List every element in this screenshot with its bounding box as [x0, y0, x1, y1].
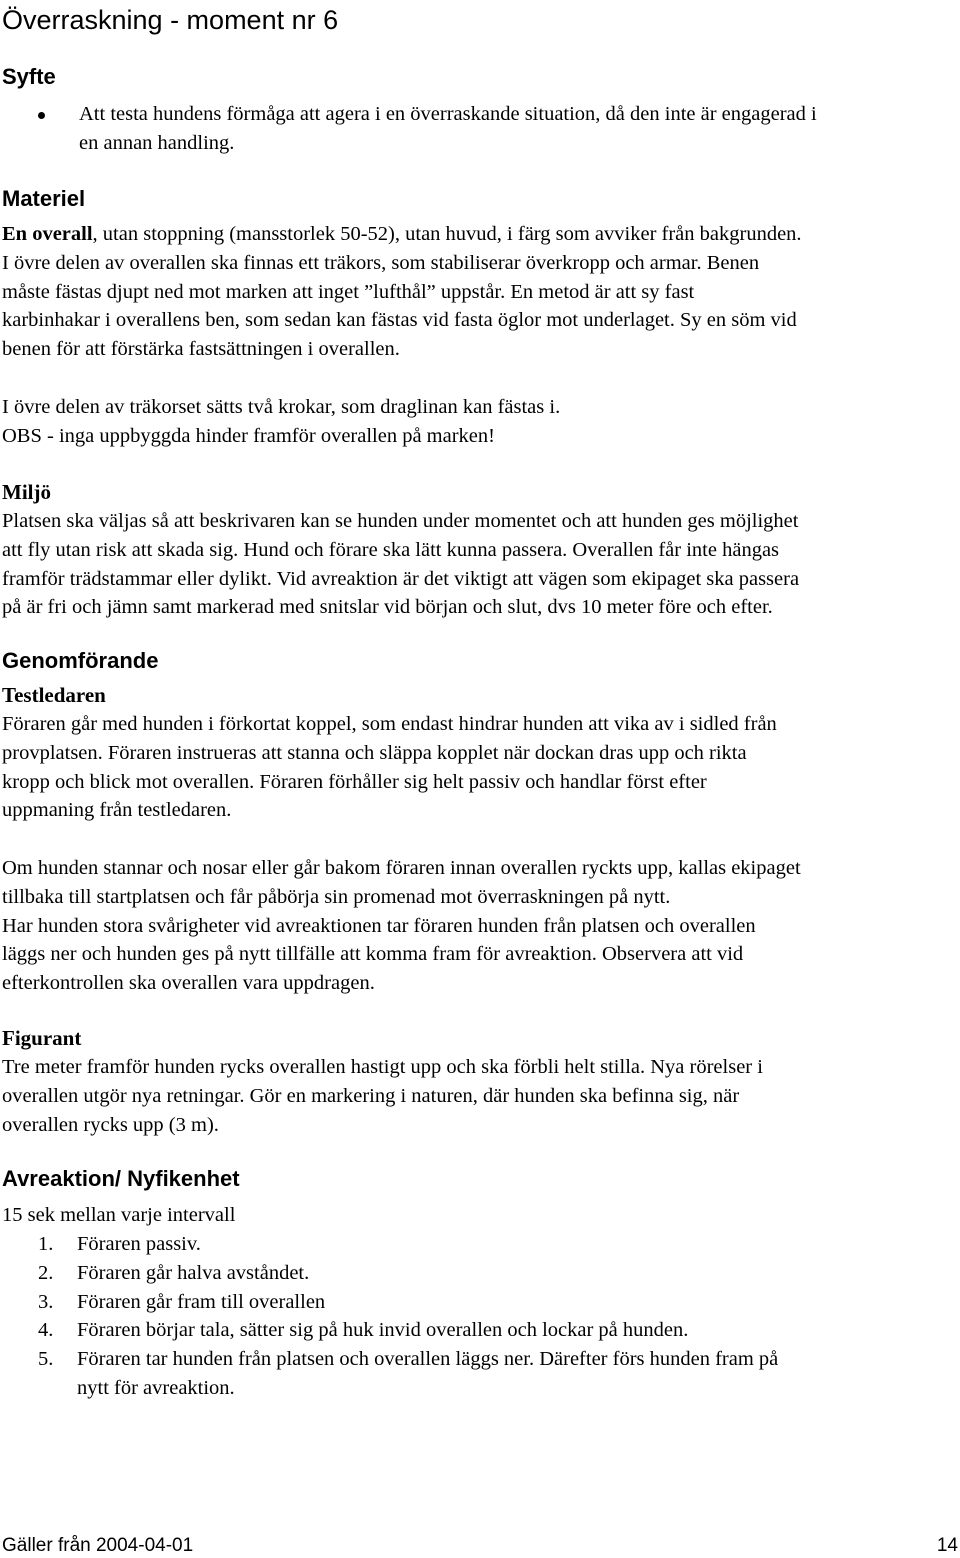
- text-line: Föraren går med hunden i förkortat koppel, som endast hindrar hunden att vika av i sidled från: [2, 713, 777, 735]
- text-line: Platsen ska väljas så att beskrivaren kan se hunden under momentet och att hunden ges möjlighet: [2, 510, 799, 532]
- text-line: en annan handling.: [79, 131, 235, 154]
- list-number: 5.: [38, 1348, 54, 1371]
- miljo-paragraph: [2, 507, 957, 622]
- list-item-text: Föraren går fram till overallen: [77, 1290, 326, 1313]
- text-line: läggs ner och hunden ges på nytt tillfälle att komma fram för avreaktion. Observera att vid: [2, 943, 744, 966]
- page-title: Överraskning - moment nr 6: [2, 5, 339, 35]
- text-line: 15 sek mellan varje intervall: [2, 1204, 236, 1226]
- text-line: OBS - inga uppbyggda hinder framför overallen på marken!: [2, 424, 495, 447]
- text-line: tillbaka till startplatsen och får påbörja sin promenad mot överraskningen på nytt.: [2, 885, 671, 908]
- text-line: uppmaning från testledaren.: [2, 799, 232, 822]
- subheading-figurant: Figurant: [2, 1026, 82, 1050]
- text-line: på är fri och jämn samt markerad med snitslar vid början och slut, dvs 10 meter före och efter.: [2, 596, 773, 619]
- text-line: En overall, utan stoppning (mansstorlek 50-52), utan huvud, i färg som avviker från bakgrunden.: [2, 223, 802, 245]
- bullet-dot-icon: [38, 112, 45, 119]
- text-line: overallen utgör nya retningar. Gör en markering i naturen, där hunden ska befinna sig, när: [2, 1084, 740, 1107]
- testledaren-paragraph-1: [2, 710, 957, 825]
- text-line: Tre meter framför hunden rycks overallen hastigt upp och ska förbli helt stilla. Nya rörelser i: [2, 1056, 763, 1078]
- text-line: framför trädstammar eller dylikt. Vid avreaktion är det viktigt att vägen som ekipaget ska passera: [2, 567, 800, 590]
- text-line: kropp och blick mot overallen. Föraren förhåller sig helt passiv och handlar först efter: [2, 770, 707, 793]
- section-heading-syfte: Syfte: [2, 64, 56, 89]
- section-heading-miljo: Miljö: [2, 480, 51, 504]
- testledaren-paragraph-2: [2, 854, 957, 998]
- section-heading-avreaktion: Avreaktion/ Nyfikenhet: [2, 1166, 240, 1191]
- materiel-paragraph-1: [2, 220, 957, 364]
- avreaktion-intro: [2, 1201, 957, 1230]
- figurant-paragraph: [2, 1053, 957, 1139]
- list-number: 1.: [38, 1233, 54, 1255]
- list-item-text: nytt för avreaktion.: [77, 1376, 235, 1399]
- subheading-testledaren: Testledaren: [2, 683, 106, 707]
- footer-validity-date: Gäller från 2004-04-01: [2, 1535, 194, 1556]
- list-item: [2, 1316, 957, 1345]
- syfte-bullet-text: [79, 100, 817, 158]
- section-heading-genomforande: Genomförande: [2, 648, 159, 673]
- list-item: [2, 1288, 957, 1317]
- text-line: provplatsen. Föraren instrueras att stanna och släppa kopplet när dockan dras upp och rikta: [2, 741, 747, 764]
- list-item: [2, 1345, 957, 1403]
- text-line: benen för att förstärka fastsättningen i overallen.: [2, 338, 400, 361]
- list-item-text: Föraren passiv.: [77, 1233, 201, 1255]
- text-line: overallen rycks upp (3 m).: [2, 1113, 219, 1136]
- text-line: efterkontrollen ska overallen vara uppdragen.: [2, 972, 375, 995]
- text-line: att fly utan risk att skada sig. Hund och förare ska lätt kunna passera. Overallen får inte hängas: [2, 538, 780, 561]
- footer-page-number: 14: [936, 1535, 958, 1556]
- text-line: I övre delen av träkorset sätts två krokar, som draglinan kan fästas i.: [2, 396, 561, 418]
- list-item: [2, 1230, 957, 1259]
- text-line: måste fästas djupt ned mot marken att inget ”lufthål” uppstår. En metod är att sy fast: [2, 280, 695, 303]
- list-number: 4.: [38, 1319, 54, 1342]
- list-item-text: Föraren går halva avståndet.: [77, 1261, 310, 1284]
- avreaktion-ordered-list: [2, 1230, 957, 1403]
- text-line: karbinhakar i overallens ben, som sedan kan fästas vid fasta öglor mot underlaget. Sy en söm vid: [2, 309, 797, 332]
- list-item: [2, 1259, 957, 1288]
- text-line: Om hunden stannar och nosar eller går bakom föraren innan overallen ryckts upp, kallas ekipaget: [2, 857, 801, 879]
- materiel-paragraph-2: [2, 393, 957, 451]
- text-line: Att testa hundens förmåga att agera i en överraskande situation, då den inte är engagerad i: [79, 103, 817, 125]
- list-item-text: Föraren börjar tala, sätter sig på huk invid overallen och lockar på hunden.: [77, 1319, 689, 1342]
- list-item-text: Föraren tar hunden från platsen och overallen läggs ner. Därefter förs hunden fram på: [77, 1348, 779, 1371]
- text-line: I övre delen av overallen ska finnas ett träkors, som stabiliserar överkropp och armar. Benen: [2, 251, 760, 274]
- list-number: 2.: [38, 1261, 54, 1284]
- bold-term: En overall: [2, 223, 93, 245]
- section-heading-materiel: Materiel: [2, 186, 86, 211]
- text-line: Har hunden stora svårigheter vid avreaktionen tar föraren hunden från platsen och overallen: [2, 914, 756, 937]
- list-number: 3.: [38, 1290, 54, 1313]
